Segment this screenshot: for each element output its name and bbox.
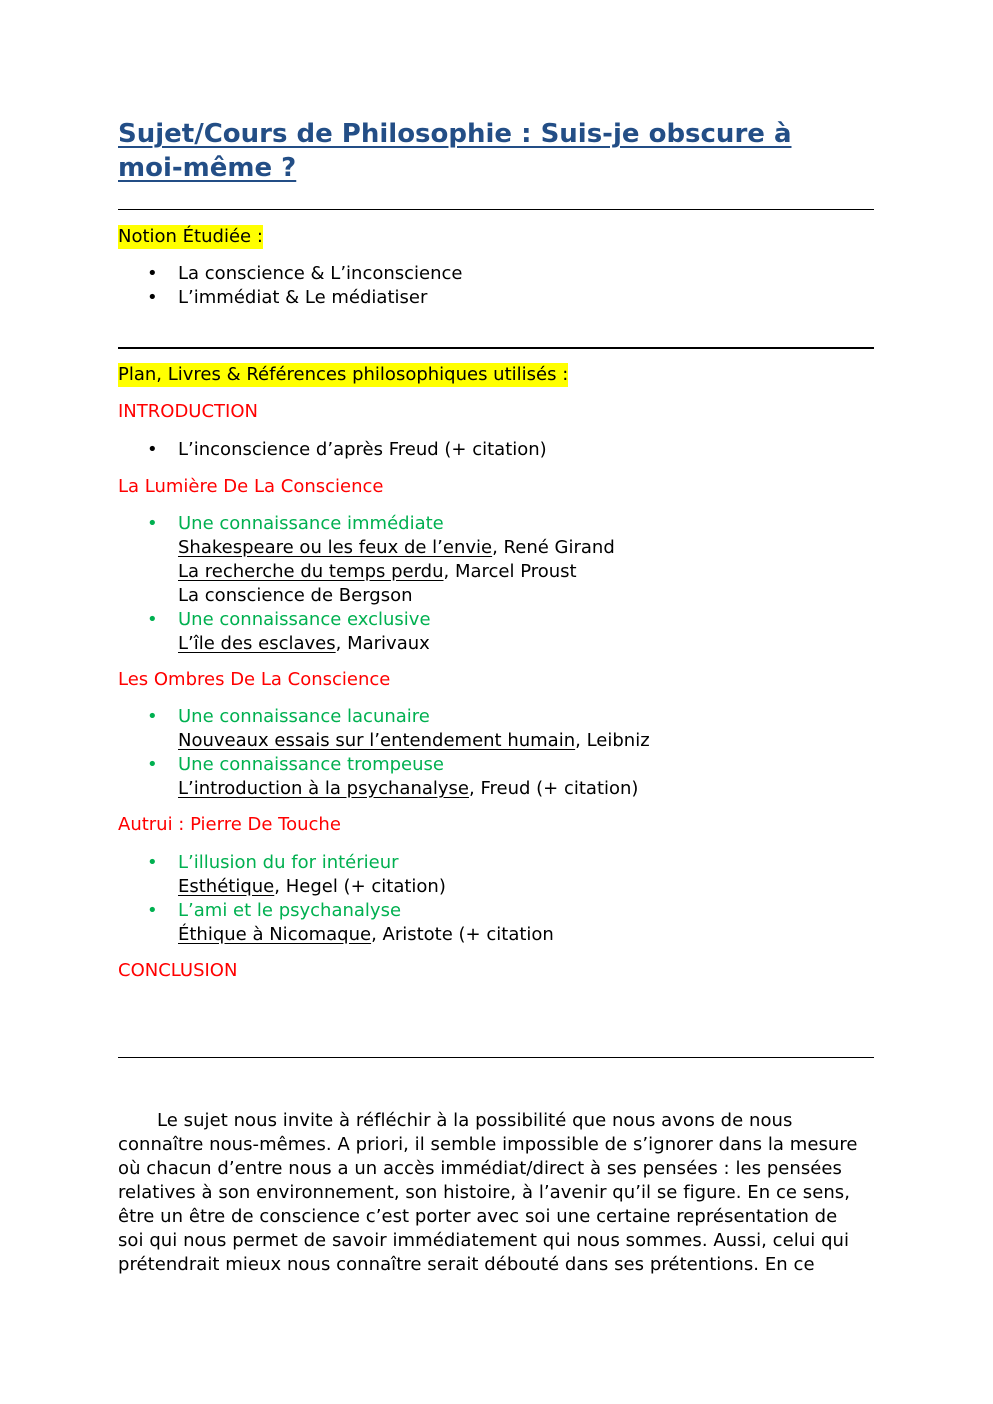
subsection-heading: Une connaissance lacunaire [178,706,430,727]
paragraph-line: connaître nous-mêmes. A priori, il semble impossible de s’ignorer dans la mesure [118,1134,858,1155]
reference [178,560,577,584]
bullet-icon: • [147,900,158,921]
paragraph-line: prétendrait mieux nous connaître serait débouté dans ses prétentions. En ce [118,1254,815,1275]
bullet-icon: • [147,513,158,534]
bullet-icon: • [147,852,158,873]
bullet-icon: • [147,287,158,308]
book-author: , René Girand [492,537,615,558]
book-title: Esthétique [178,876,275,897]
subsection-heading: L’ami et le psychanalyse [178,900,402,921]
reference [178,875,446,899]
book-title: Shakespeare ou les feux de l’envie [178,537,493,558]
section-heading: Autrui : Pierre De Touche [118,814,341,835]
section-heading: Les Ombres De La Conscience [118,669,391,690]
subsection-heading: Une connaissance exclusive [178,609,431,630]
section-heading: La Lumière De La Conscience [118,476,384,497]
divider [118,209,874,210]
book-author: , Hegel (+ citation) [274,876,446,897]
reference [178,729,650,753]
bullet-icon: • [147,439,158,460]
reference [178,536,615,560]
book-title: L’introduction à la psychanalyse [178,778,470,799]
notion-label: Notion Étudiée : [118,226,263,247]
bullet-icon: • [147,609,158,630]
paragraph-line: Le sujet nous invite à réfléchir à la possibilité que nous avons de nous [157,1110,793,1131]
plan-label: Plan, Livres & Références philosophiques utilisés : [118,364,569,385]
divider [118,1057,874,1058]
book-author: , Leibniz [575,730,650,751]
book-author: , Aristote (+ citation [371,924,554,945]
intro-paragraph [118,1109,874,1277]
subsection-heading: Une connaissance immédiate [178,513,444,534]
bullet-icon: • [147,706,158,727]
paragraph-line: relatives à son environnement, son histoire, à l’avenir qu’il se figure. En ce sens, [118,1182,850,1203]
book-title: Éthique à Nicomaque [178,924,372,945]
paragraph-line: être un être de conscience c’est porter avec soi une certaine représentation de [118,1206,838,1227]
notion-item: L’immédiat & Le médiatiser [178,287,428,308]
reference [178,777,638,801]
book-author: , Marcel Proust [443,561,577,582]
page-title: Sujet/Cours de Philosophie : Suis-je obscure à moi-même ? [118,119,792,183]
divider [118,347,874,349]
book-author: , Marivaux [335,633,430,654]
paragraph-line: où chacun d’entre nous a un accès immédiat/direct à ses pensées : les pensées [118,1158,842,1179]
subsection-heading: L’illusion du for intérieur [178,852,399,873]
reference: La conscience de Bergson [178,585,413,606]
bullet-icon: • [147,754,158,775]
reference [178,632,430,656]
introduction-item: L’inconscience d’après Freud (+ citation) [178,439,547,460]
book-author: , Freud (+ citation) [469,778,639,799]
book-title: Nouveaux essais sur l’entendement humain [178,730,576,751]
conclusion-heading: CONCLUSION [118,960,238,981]
paragraph-line: soi qui nous permet de savoir immédiatement qui nous sommes. Aussi, celui qui [118,1230,850,1251]
subsection-heading: Une connaissance trompeuse [178,754,444,775]
book-title: La recherche du temps perdu [178,561,444,582]
bullet-icon: • [147,263,158,284]
book-title: L’île des esclaves [178,633,336,654]
introduction-heading: INTRODUCTION [118,401,258,422]
reference [178,923,554,947]
notion-item: La conscience & L’inconscience [178,263,463,284]
